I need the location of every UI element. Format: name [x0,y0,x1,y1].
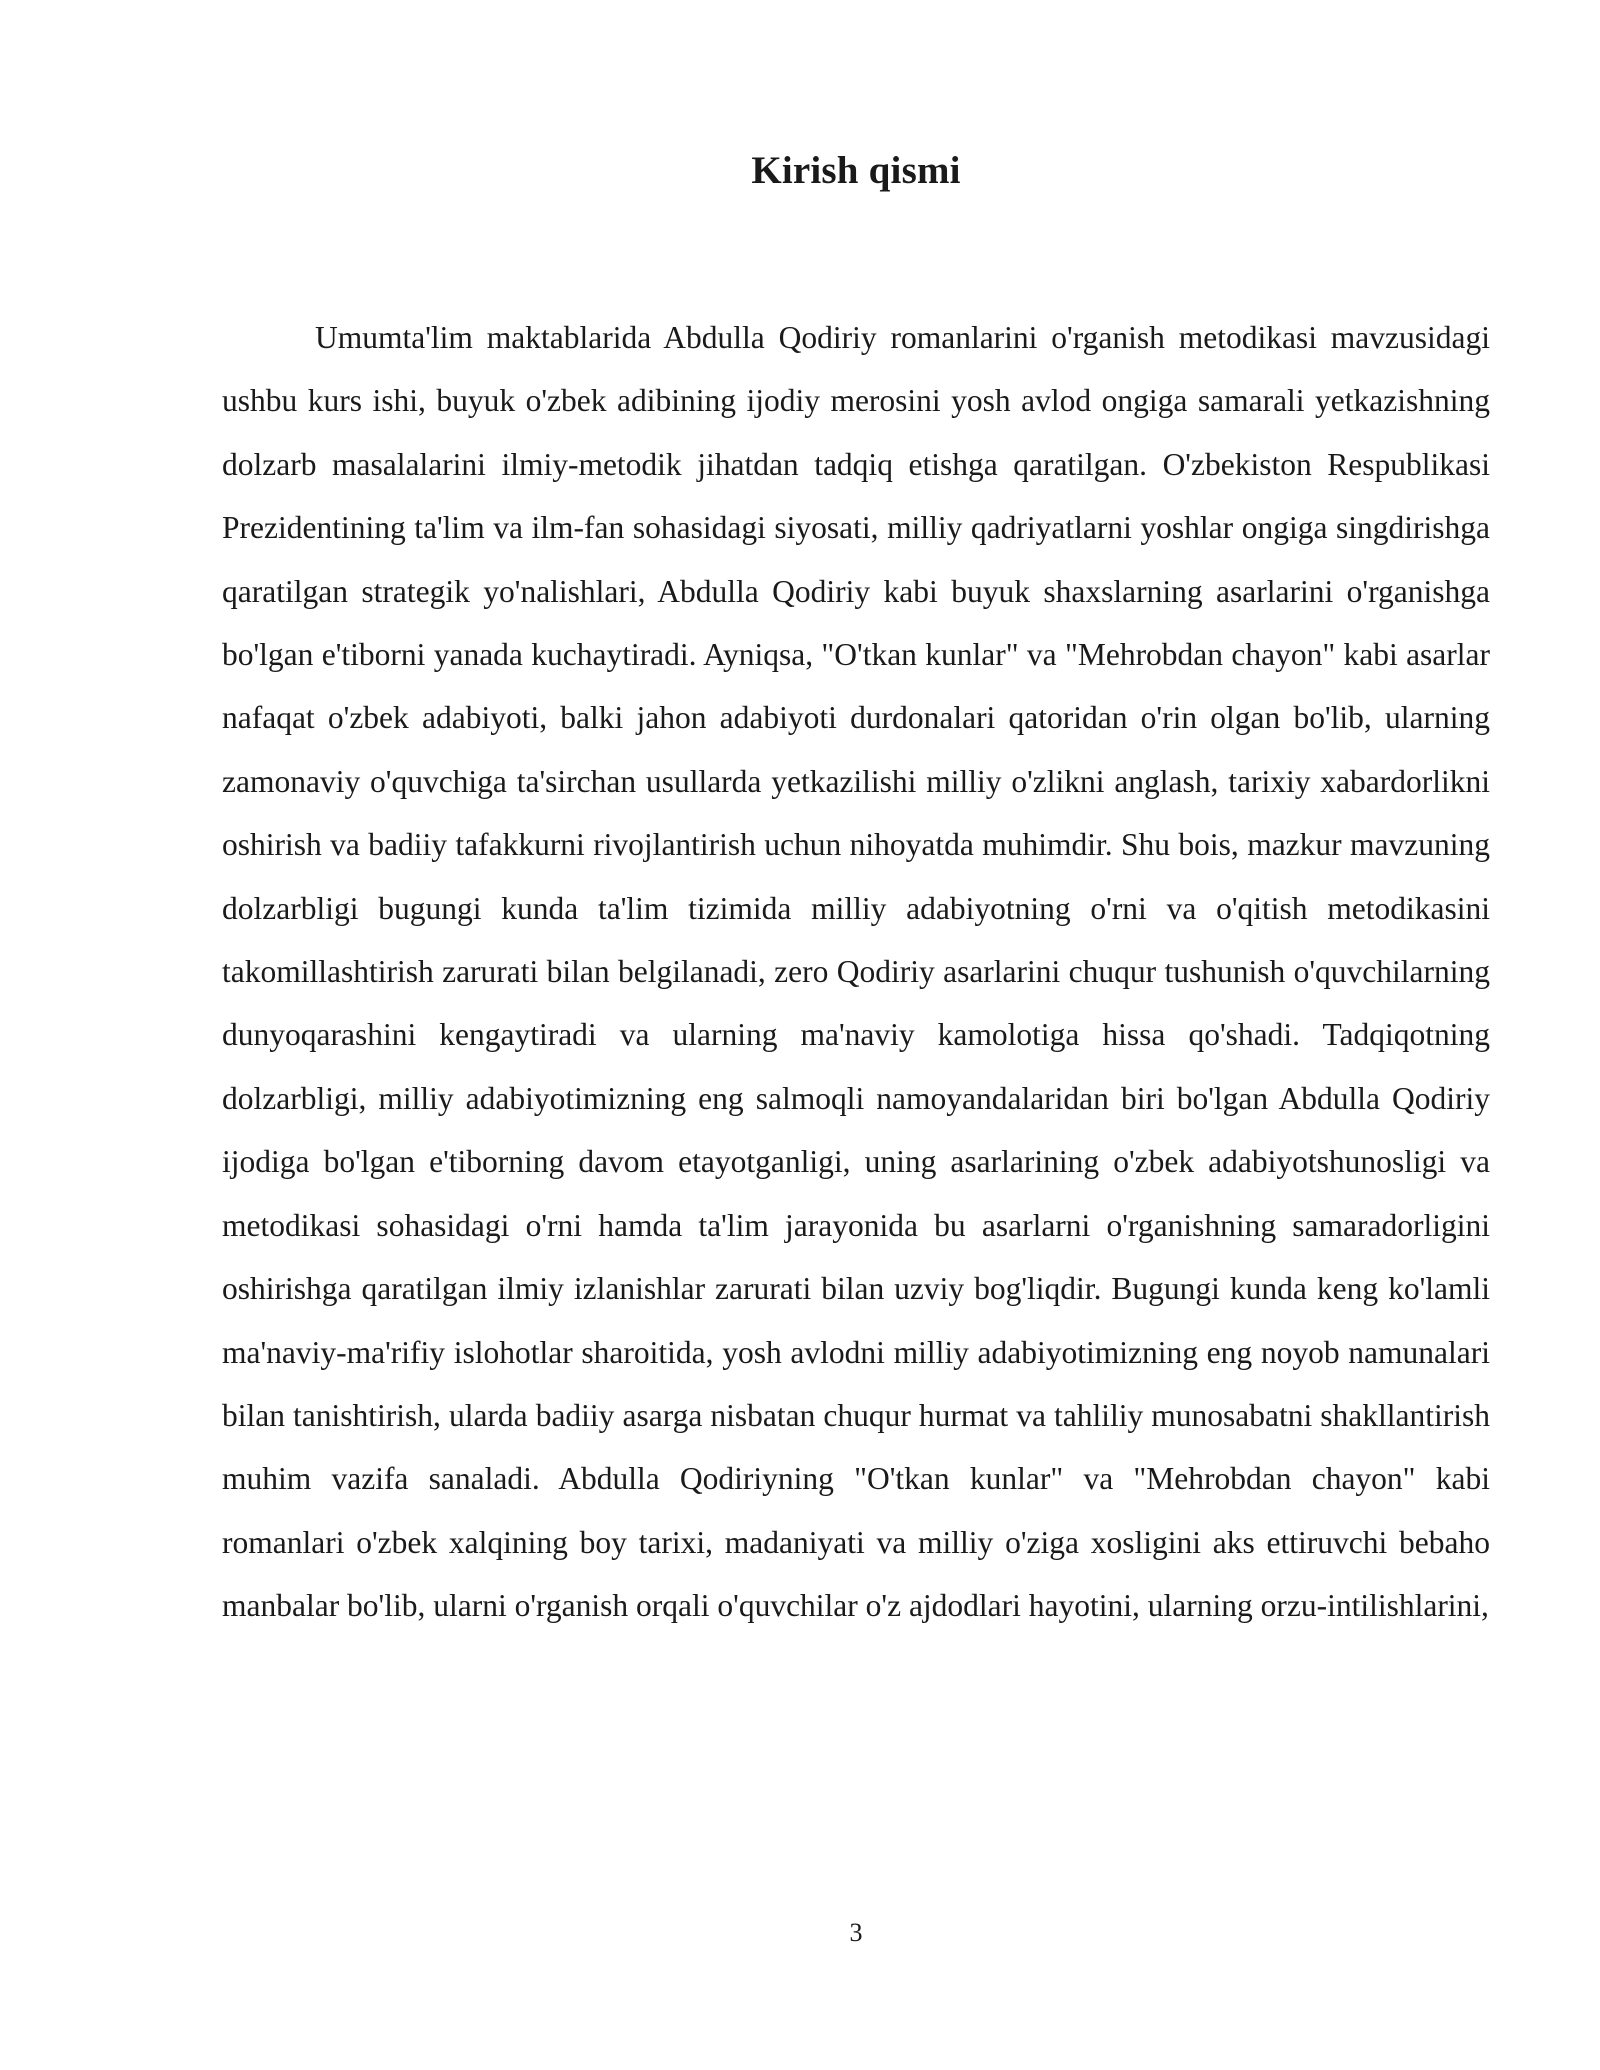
body-paragraph: Umumta'lim maktablarida Abdulla Qodiriy romanlarini o'rganish metodikasi mavzusidagi ushbu kurs ishi, buyuk o'zbek adibining ijodiy merosini yosh avlod ongiga samarali yetkazishning dolzarb masalalarini ilmiy-metodik jihatdan tadqiq etishga qaratilgan. O'zbekiston Respublikasi Prezidentining ta'lim va ilm-fan sohasidagi siyosati, milliy qadriyatlarni yoshlar ongiga singdirishga qaratilgan strategik yo'nalishlari, Abdulla Qodiriy kabi buyuk shaxslarning asarlarini o'rganishga bo'lgan e'tiborni yanada kuchaytiradi. Ayniqsa, "O'tkan kunlar" va "Mehrobdan chayon" kabi asarlar nafaqat o'zbek adabiyoti, balki jahon adabiyoti durdonalari qatoridan o'rin olgan bo'lib, ularning zamonaviy o'quvchiga ta'sirchan usullarda yetkazilishi milliy o'zlikni anglash, tarixiy xabardorlikni oshirish va badiiy tafakkurni rivojlantirish uchun nihoyatda muhimdir. Shu bois, mazkur mavzuning dolzarbligi bugungi kunda ta'lim tizimida milliy adabiyotning o'rni va o'qitish metodikasini takomillashtirish zarurati bilan belgilanadi, zero Qodiriy asarlarini chuqur tushunish o'quvchilarning dunyoqarashini kengaytiradi va ularning ma'naviy kamolotiga hissa qo'shadi. Tadqiqotning dolzarbligi, milliy adabiyotimizning eng salmoqli namoyandalaridan biri bo'lgan Abdulla Qodiriy ijodiga bo'lgan e'tiborning davom etayotganligi, uning asarlarining o'zbek adabiyotshunosligi va metodikasi sohasidagi o'rni hamda ta'lim jarayonida bu asarlarni o'rganishning samaradorligini oshirishga qaratilgan ilmiy izlanishlar zarurati bilan uzviy bog'liqdir. Bugungi kunda keng ko'lamli ma'naviy-ma'rifiy islohotlar sharoitida, yosh avlodni milliy adabiyotimizning eng noyob namunalari bilan tanishtirish, ularda badiiy asarga nisbatan chuqur hurmat va tahliliy munosabatni shakllantirish muhim vazifa sanaladi. Abdulla Qodiriyning "O'tkan kunlar" va "Mehrobdan chayon" kabi romanlari o'zbek xalqining boy tarixi, madaniyati va milliy o'ziga xosligini aks ettiruvchi bebaho manbalar bo'lib, ularni o'rganish orqali o'quvchilar o'z ajdodlari hayotini, ularning orzu-intilishlarini, [222,320,1490,1624]
page-number: 3 [849,1918,863,1947]
page-title: Kirish qismi [751,149,961,192]
